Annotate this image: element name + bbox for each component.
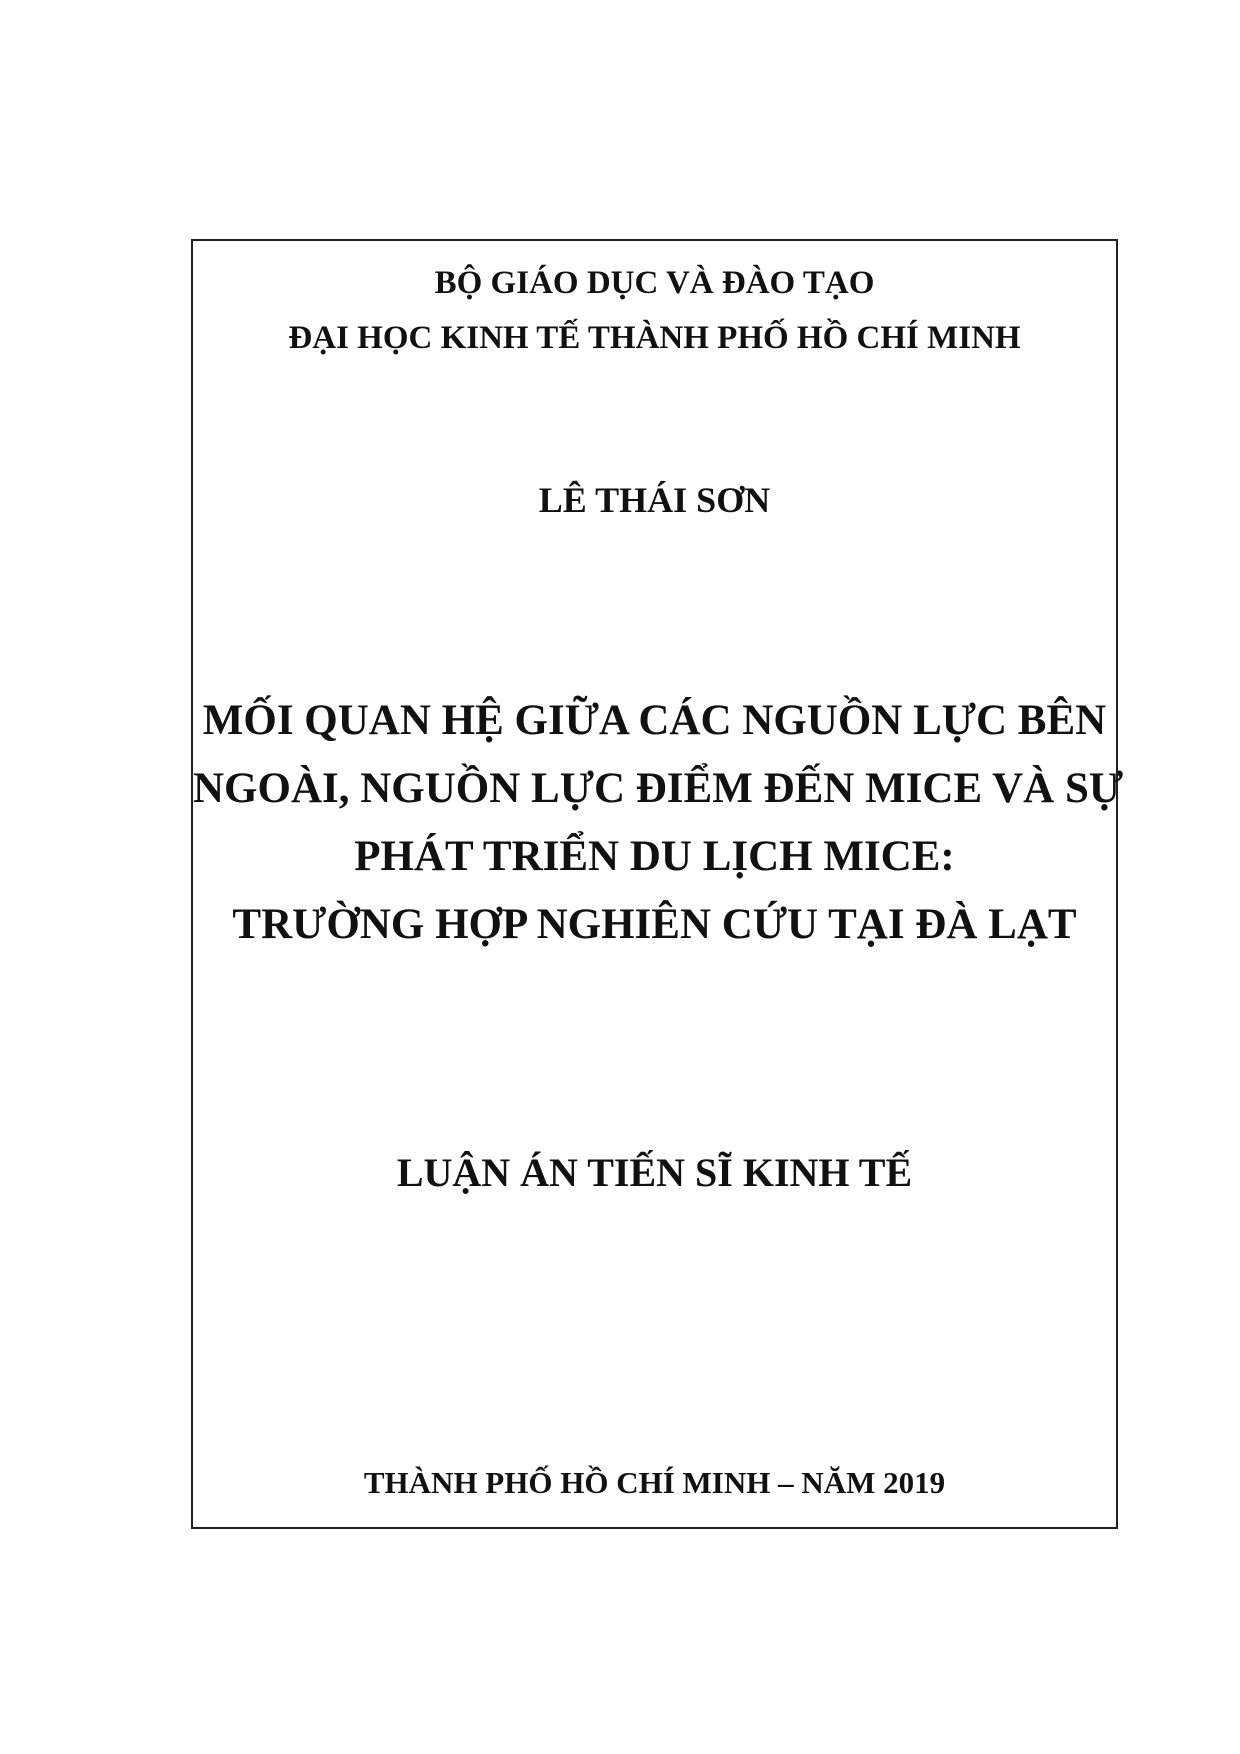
cover-frame xyxy=(191,239,1124,1529)
thesis-title xyxy=(193,687,1124,959)
thesis-title-line: NGOÀI, NGUỒN LỰC ĐIỂM ĐẾN MICE VÀ SỰ xyxy=(193,765,1124,812)
author-name: LÊ THÁI SƠN xyxy=(538,480,771,520)
thesis-title-line: TRƯỜNG HỢP NGHIÊN CỨU TẠI ĐÀ LẠT xyxy=(232,901,1077,948)
place-and-year: THÀNH PHỐ HỒ CHÍ MINH – NĂM 2019 xyxy=(363,1465,946,1500)
thesis-title-line: PHÁT TRIỂN DU LỊCH MICE: xyxy=(354,833,955,880)
university-name: ĐẠI HỌC KINH TẾ THÀNH PHỐ HỒ CHÍ MINH xyxy=(288,320,1021,356)
ministry-name: BỘ GIÁO DỤC VÀ ĐÀO TẠO xyxy=(434,265,875,301)
degree-label: LUẬN ÁN TIẾN SĨ KINH TẾ xyxy=(396,1150,913,1195)
thesis-title-line: MỐI QUAN HỆ GIỮA CÁC NGUỒN LỰC BÊN xyxy=(202,697,1107,744)
